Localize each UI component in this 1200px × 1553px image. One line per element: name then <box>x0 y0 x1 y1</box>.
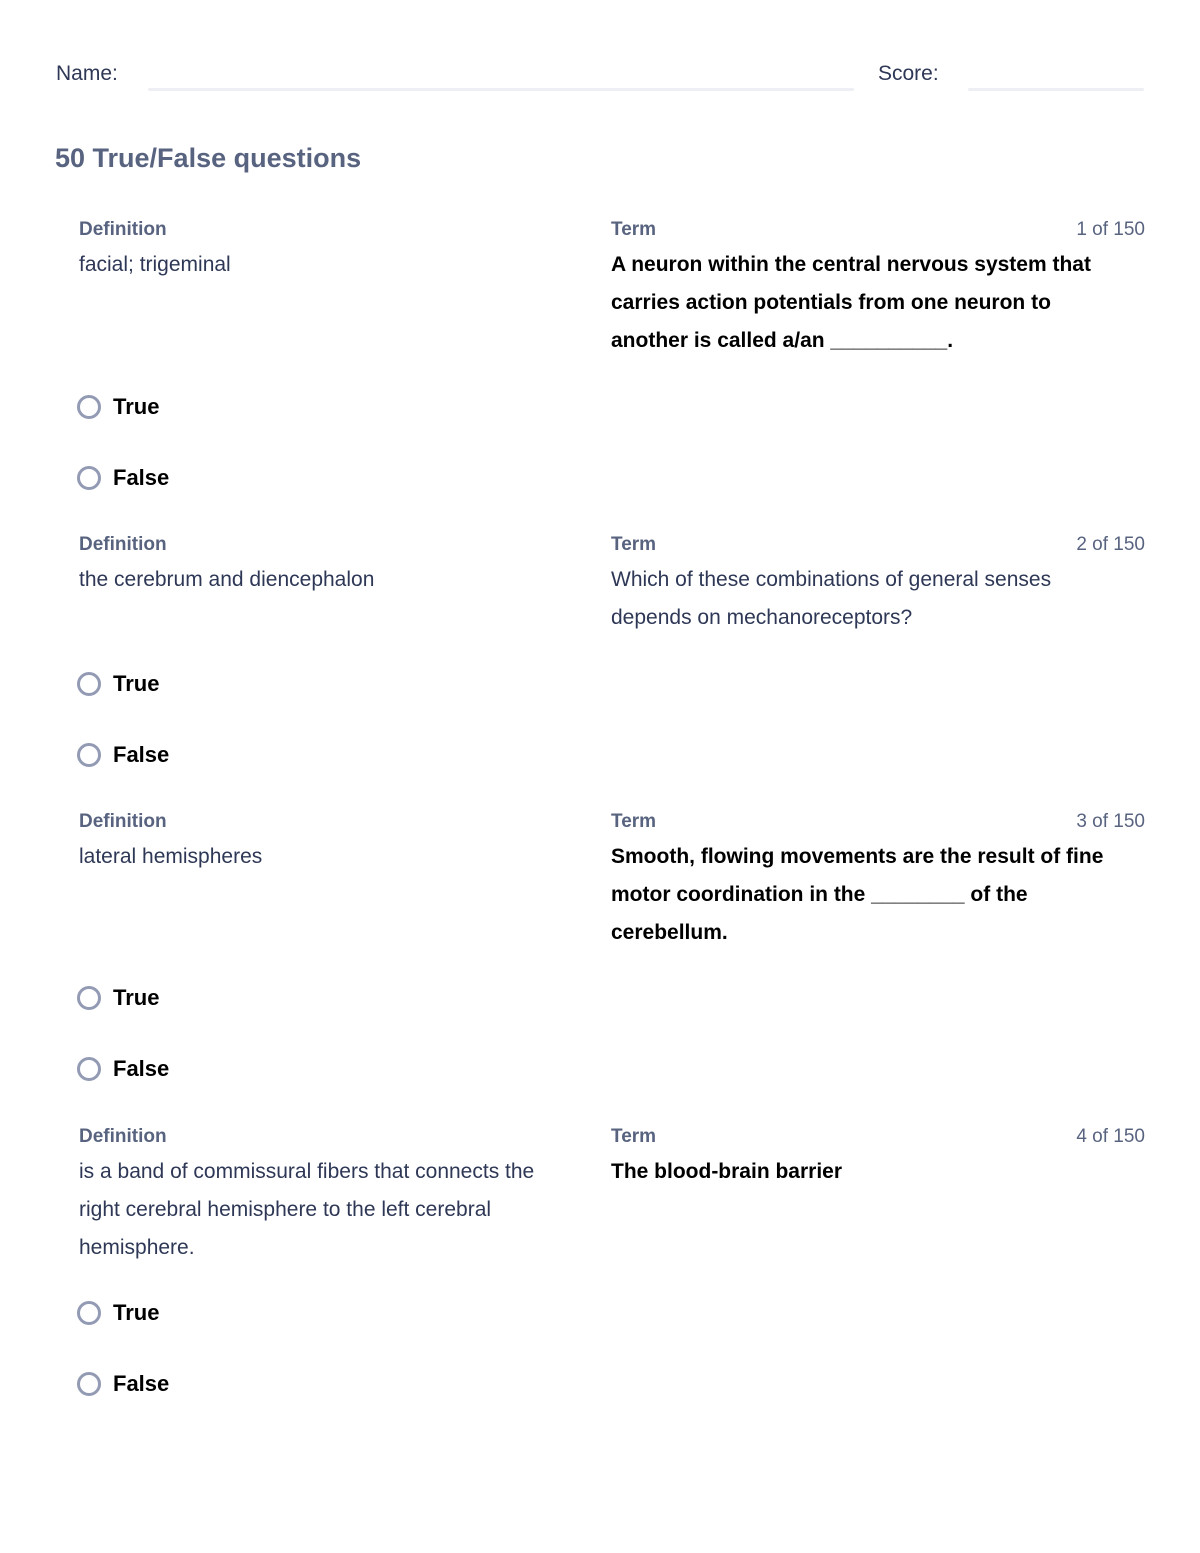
term-text: The blood-brain barrier <box>611 1160 843 1183</box>
question-counter: 1 of 150 <box>1076 219 1145 240</box>
term-text: Which of these combinations of general senses depends on mechanoreceptors? <box>611 568 1052 629</box>
question-item <box>79 1126 1145 1406</box>
definition-text: is a band of commissural fibers that connects the right cerebral hemisphere to the left cerebral hemisphere. <box>79 1160 535 1259</box>
true-label: True <box>113 985 160 1010</box>
true-option[interactable] <box>77 393 159 421</box>
radio-icon[interactable] <box>77 1372 101 1396</box>
question-counter: 2 of 150 <box>1076 534 1145 555</box>
question-item <box>79 811 1145 1091</box>
score-input-line[interactable] <box>968 88 1144 91</box>
true-label: True <box>113 394 160 419</box>
name-input-line[interactable] <box>148 88 854 91</box>
question-counter: 3 of 150 <box>1076 811 1145 832</box>
term-text: Smooth, flowing movements are the result of fine motor coordination in the ________ of the cerebellum. <box>611 845 1104 944</box>
false-label: False <box>113 465 170 490</box>
term-header: Term <box>611 1126 657 1147</box>
true-option[interactable] <box>77 670 159 698</box>
header-row <box>56 58 1144 94</box>
radio-icon[interactable] <box>77 395 101 419</box>
false-label: False <box>113 1056 170 1081</box>
true-label: True <box>113 671 160 696</box>
question-item <box>79 219 1145 499</box>
false-option[interactable] <box>77 1370 169 1398</box>
radio-icon[interactable] <box>77 1057 101 1081</box>
definition-text: lateral hemispheres <box>79 845 263 868</box>
definition-text: the cerebrum and diencephalon <box>79 568 375 591</box>
score-label: Score: <box>878 62 939 85</box>
radio-icon[interactable] <box>77 743 101 767</box>
term-text: A neuron within the central nervous system that carries action potentials from one neuron to another is called a/an __________. <box>611 253 1091 352</box>
term-header: Term <box>611 811 657 832</box>
definition-header: Definition <box>79 811 167 832</box>
false-option[interactable] <box>77 1055 169 1083</box>
radio-icon[interactable] <box>77 986 101 1010</box>
section-title: 50 True/False questions <box>55 143 362 173</box>
question-item <box>79 534 1145 774</box>
radio-icon[interactable] <box>77 1301 101 1325</box>
question-counter: 4 of 150 <box>1076 1126 1145 1147</box>
true-label: True <box>113 1300 160 1325</box>
definition-header: Definition <box>79 219 167 240</box>
true-option[interactable] <box>77 984 159 1012</box>
definition-header: Definition <box>79 1126 167 1147</box>
radio-icon[interactable] <box>77 672 101 696</box>
false-label: False <box>113 742 170 767</box>
name-label: Name: <box>56 62 118 85</box>
false-option[interactable] <box>77 464 169 492</box>
definition-header: Definition <box>79 534 167 555</box>
false-label: False <box>113 1371 170 1396</box>
radio-icon[interactable] <box>77 466 101 490</box>
term-header: Term <box>611 219 657 240</box>
term-header: Term <box>611 534 657 555</box>
definition-text: facial; trigeminal <box>79 253 231 276</box>
true-option[interactable] <box>77 1299 159 1327</box>
false-option[interactable] <box>77 741 169 769</box>
